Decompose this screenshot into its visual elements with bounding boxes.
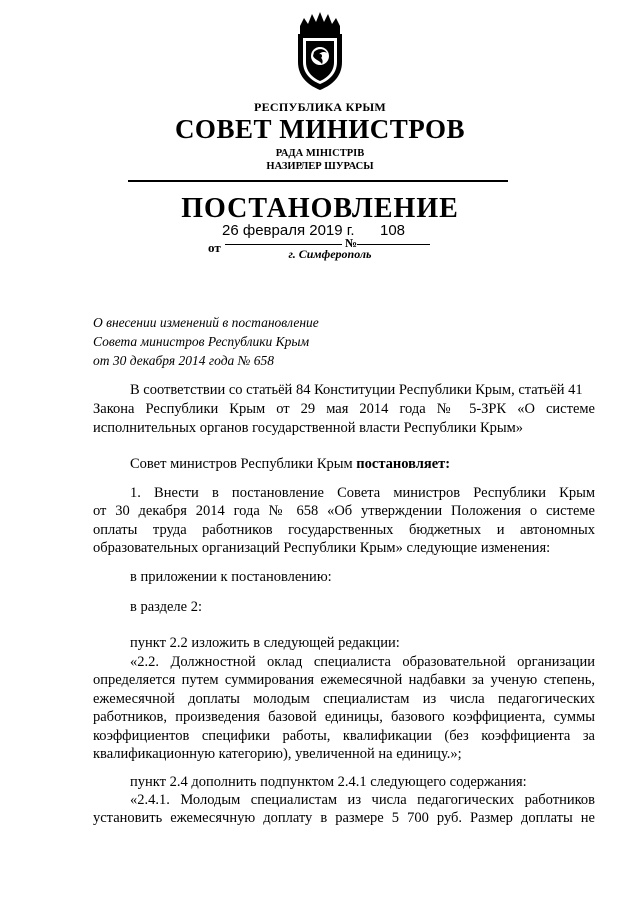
item-1-line: образовательных организаций Республики Крым» следующие изменения: — [93, 540, 551, 556]
subject-line: О внесении изменений в постановление — [93, 315, 319, 330]
p241-line: «2.4.1. Молодым специалистам из числа педагогических работников — [130, 792, 595, 808]
republic-name: РЕСПУБЛИКА КРЫМ — [253, 100, 387, 114]
p22-line: «2.2. Должностной оклад специалиста образовательной организации — [130, 654, 595, 670]
subject-line: Совета министров Республики Крым — [93, 334, 310, 349]
council-name-crimean-tatar: НАЗИРЛЕР ШУРАСЫ — [266, 161, 374, 172]
decree-date: 26 февраля 2019 г. — [222, 222, 355, 239]
p22-intro: пункт 2.2 изложить в следующей редакции: — [130, 635, 400, 651]
p24-intro: пункт 2.4 дополнить подпунктом 2.4.1 следующего содержания: — [130, 774, 527, 790]
p22-line: коэффициентов специфики работы, квалификации (без коэффициента за — [93, 728, 595, 744]
item-1-line: 1. Внести в постановление Совета министров Республики Крым — [130, 485, 595, 501]
decree-number: 108 — [380, 222, 406, 239]
header-divider — [128, 180, 508, 182]
crimea-coat-of-arms-icon — [294, 8, 346, 92]
item-1-line: от 30 декабря 2014 года № 658 «Об утверждении Положения о системе — [93, 503, 595, 519]
section-line: в разделе 2: — [130, 599, 203, 615]
resolve-text: Совет министров Республики Крым — [130, 456, 357, 472]
council-name-ukrainian: РАДА МІНІСТРІВ — [275, 148, 365, 159]
subject-line: от 30 декабря 2014 года № 658 — [93, 353, 274, 368]
resolve-line — [130, 455, 450, 474]
preamble-line: исполнительных органов государственной власти Республики Крым» — [93, 420, 524, 436]
p22-line: квалификационную категорию), увеличенной на единицу.»; — [93, 746, 462, 762]
p241-line: установить ежемесячную доплату в размере 5 700 руб. Размер доплаты не — [93, 810, 595, 826]
date-label: от — [208, 240, 221, 255]
resolve-verb: постановляет: — [356, 456, 451, 472]
preamble-line: Закона Республики Крым от 29 мая 2014 года № 5-ЗРК «О системе — [93, 401, 595, 417]
preamble-line: В соответствии со статьёй 84 Конституции Республики Крым, статьёй 41 — [130, 382, 583, 398]
number-label: № — [345, 236, 358, 250]
p22-line: определяется путем суммирования ежемесячной надбавки за ученую степень, — [93, 672, 595, 688]
appendix-line: в приложении к постановлению: — [130, 569, 332, 585]
decree-subject — [93, 313, 319, 370]
p22-line: ежемесячной доплаты молодым специалистам из числа педагогических — [93, 691, 595, 707]
number-underline — [357, 244, 430, 245]
decree-title: ПОСТАНОВЛЕНИЕ — [181, 193, 459, 224]
decree-city: г. Симферополь — [288, 247, 372, 261]
item-1-line: оплаты труда работников государственных бюджетных и автономных — [93, 522, 595, 538]
date-underline — [225, 244, 342, 245]
council-name: СОВЕТ МИНИСТРОВ — [174, 114, 466, 144]
p22-line: работников, произведения базовой единицы, базового коэффициента, суммы — [93, 709, 595, 725]
